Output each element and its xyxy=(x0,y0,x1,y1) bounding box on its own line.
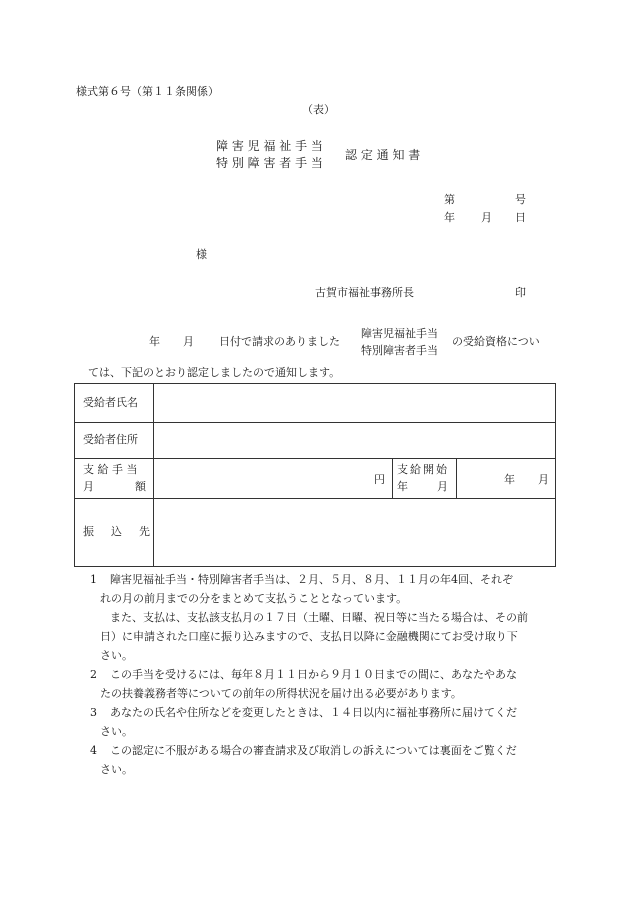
doc-number-dai: 第 xyxy=(444,193,455,206)
row-divider xyxy=(75,458,555,459)
date-month: 月 xyxy=(481,211,492,224)
note-text: 障害児福祉手当・特別障害者手当は、２月、５月、８月、１１月の年4回、それぞ xyxy=(110,573,513,586)
note-number: 3 xyxy=(90,706,97,719)
note-text: たの扶養義務者等についての前年の所得状況を届け出る必要があります。 xyxy=(100,687,462,700)
col-divider xyxy=(392,458,393,498)
row-divider xyxy=(75,498,555,499)
title-suffix: 認 定 通 知 書 xyxy=(345,148,421,162)
body-request-text: 日付で請求のありました xyxy=(219,335,340,348)
note-text: さい。 xyxy=(100,763,133,776)
note-4 xyxy=(80,741,560,779)
transfer-label: 振 込 先 xyxy=(83,525,153,538)
note-text: 日）に申請された口座に振り込みますので、支払日以降に金融機関にてお受け取り下 xyxy=(100,630,518,643)
body-year: 年 xyxy=(149,335,160,348)
note-1b xyxy=(80,608,560,665)
body-allowance-line2: 特別障害者手当 xyxy=(361,344,438,357)
start-year-field: 年 xyxy=(504,473,515,486)
note-text: また、支払は、支払該支払月の１７日（土曜、日曜、祝日等に当たる場合は、その前 xyxy=(110,611,528,624)
col-divider xyxy=(456,458,457,498)
doc-number-go: 号 xyxy=(515,193,526,206)
recipient-address-label: 受給者住所 xyxy=(83,433,138,446)
form-number: 様式第６号（第１１条関係） xyxy=(76,85,219,98)
yen-label: 円 xyxy=(374,473,385,486)
issuer: 古賀市福祉事務所長 xyxy=(315,286,414,299)
addressee-suffix: 様 xyxy=(196,248,207,261)
note-text: この手当を受けるには、毎年８月１１日から９月１０日までの間に、あなたやあな xyxy=(110,668,517,681)
start-label-line1: 支給開始 xyxy=(397,463,449,476)
note-number: 2 xyxy=(90,668,97,681)
note-1 xyxy=(80,570,560,608)
body-month: 月 xyxy=(183,335,194,348)
note-number: 1 xyxy=(90,573,97,586)
date-day: 日 xyxy=(515,211,526,224)
note-2 xyxy=(80,665,560,703)
seal: 印 xyxy=(515,286,526,299)
start-label-line2-b: 月 xyxy=(437,480,448,493)
body-allowance-line1: 障害児福祉手当 xyxy=(361,327,438,340)
note-number: 4 xyxy=(90,744,97,757)
note-text: さい。 xyxy=(100,649,133,662)
date-year: 年 xyxy=(444,211,455,224)
amount-label-line2-b: 額 xyxy=(135,480,146,493)
note-3 xyxy=(80,703,560,741)
start-label-line2-a: 年 xyxy=(397,480,408,493)
amount-label-line2-a: 月 xyxy=(83,480,94,493)
amount-label-line1: 支 給 手 当 xyxy=(83,463,138,476)
col-divider xyxy=(153,384,154,566)
row-divider xyxy=(75,422,555,423)
note-text: れの月の前月までの分をまとめて支払うこととなっています。 xyxy=(100,592,408,605)
start-month-field: 月 xyxy=(538,473,549,486)
note-text: さい。 xyxy=(100,725,133,738)
note-text: あなたの氏名や住所などを変更したときは、１４日以内に福祉事務所に届けてくだ xyxy=(110,706,517,719)
body-eligibility-text: の受給資格につい xyxy=(452,335,540,348)
title-allowance-line2: 特 別 障 害 者 手 当 xyxy=(216,156,323,170)
body-line2: ては、下記のとおり認定しましたので通知します。 xyxy=(88,366,341,379)
title-allowance-line1: 障 害 児 福 祉 手 当 xyxy=(216,139,323,153)
side-label: （表） xyxy=(302,103,335,116)
note-text: この認定に不服がある場合の審査請求及び取消しの訴えについては裏面をご覧くだ xyxy=(110,744,517,757)
info-table xyxy=(74,383,556,567)
recipient-name-label: 受給者氏名 xyxy=(83,396,138,409)
